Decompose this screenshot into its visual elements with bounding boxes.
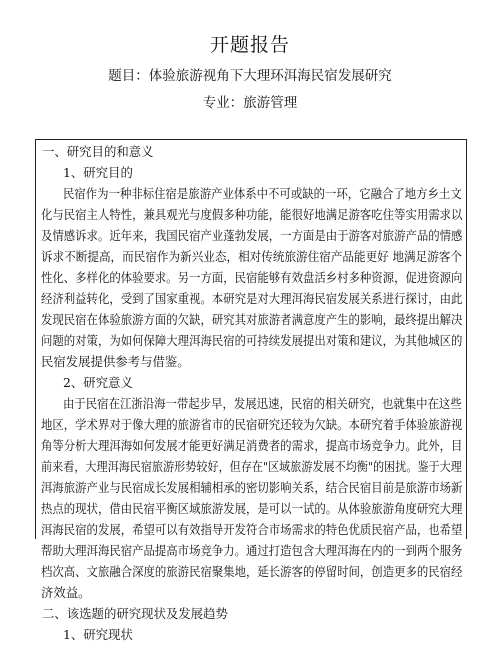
paragraph-line: 民宿作为一种非标住宿是旅游产业体系中不可或缺的一环，它融合了地方乡土文	[63, 186, 462, 201]
paragraph-line: 性化、多样化的体验要求。另一方面，民宿能够有效盘活乡村多种资源，促进资源向	[41, 270, 463, 285]
paragraph-line: 由于民宿在江浙沿海一带起步早，发展迅速，民宿的相关研究，也就集中在这些	[63, 396, 462, 411]
paragraph-line: 及情感诉求。近年来，我国民宿产业蓬勃发展，一方面是由于游客对旅游产品的情感	[41, 228, 463, 243]
section-heading: 二、该选题的研究现状及发展趋势	[42, 606, 228, 621]
paragraph-line: 热点的现状，借由民宿平衡区域旅游发展，是可以一试的。从体验旅游角度研究大理	[41, 501, 463, 516]
paragraph-line: 发现民宿在体验旅游方面的欠缺，研究其对旅游者满意度产生的影响，最终提出解决	[41, 312, 463, 327]
paragraph-line: 洱海旅游产业与民宿成长发展相辅相承的密切影响关系，结合民宿目前是旅游市场新	[41, 480, 463, 495]
section-heading: 一、研究目的和意义	[42, 144, 154, 159]
paragraph-line: 民宿发展提供参考与借鉴。	[41, 354, 190, 369]
paragraph-line: 济效益。	[41, 585, 91, 600]
subsection-heading: 2、研究意义	[63, 375, 133, 390]
subsection-heading: 1、研究现状	[63, 627, 133, 642]
paragraph-line: 帮助大理洱海民宿产品提高市场竞争力。通过打造包含大理洱海在内的一到两个服务	[41, 543, 463, 558]
paragraph-line: 诉求不断提高，而民宿作为新兴业态，相对传统旅游住宿产品能更好 地满足游客个	[41, 249, 463, 264]
subsection-heading: 1、研究目的	[63, 165, 133, 180]
paragraph-line: 经济利益转化，受到了国家重视。本研究是对大理洱海民宿发展关系进行探讨，由此	[41, 291, 463, 306]
paragraph-line: 前来看，大理洱海民宿旅游形势较好，但存在"区域旅游发展不均衡"的困扰。鉴于大理	[41, 459, 462, 474]
paragraph-line: 档次高、文旅融合深度的旅游民宿聚集地，延长游客的停留时间，创造更多的民宿经	[41, 564, 463, 579]
paragraph-line: 洱海民宿的发展，希望可以有效指导开发符合市场需求的特色优质民宿产品，也希望	[41, 522, 463, 537]
report-content-box	[35, 139, 467, 642]
paragraph-line: 地区，学术界对于像大理的旅游省市的民宿研究还较为欠缺。本研究着手体验旅游视	[41, 417, 463, 432]
paragraph-line: 问题的对策，为如何保障大理洱海民宿的可持续发展提出对策和建议，为其他城区的	[41, 333, 463, 348]
document-subject: 题目：体验旅游视角下大理环洱海民宿发展研究	[108, 68, 392, 84]
document-major: 专业：旅游管理	[202, 95, 298, 111]
paragraph-line: 化与民宿主人特性，兼具观光与度假多种功能，能很好地满足游客吃住等实用需求以	[41, 207, 463, 222]
paragraph-line: 角等分析大理洱海如何发展才能更好满足消费者的需求，提高市场竞争力。此外，目	[41, 438, 463, 453]
document-title: 开题报告	[209, 34, 290, 56]
